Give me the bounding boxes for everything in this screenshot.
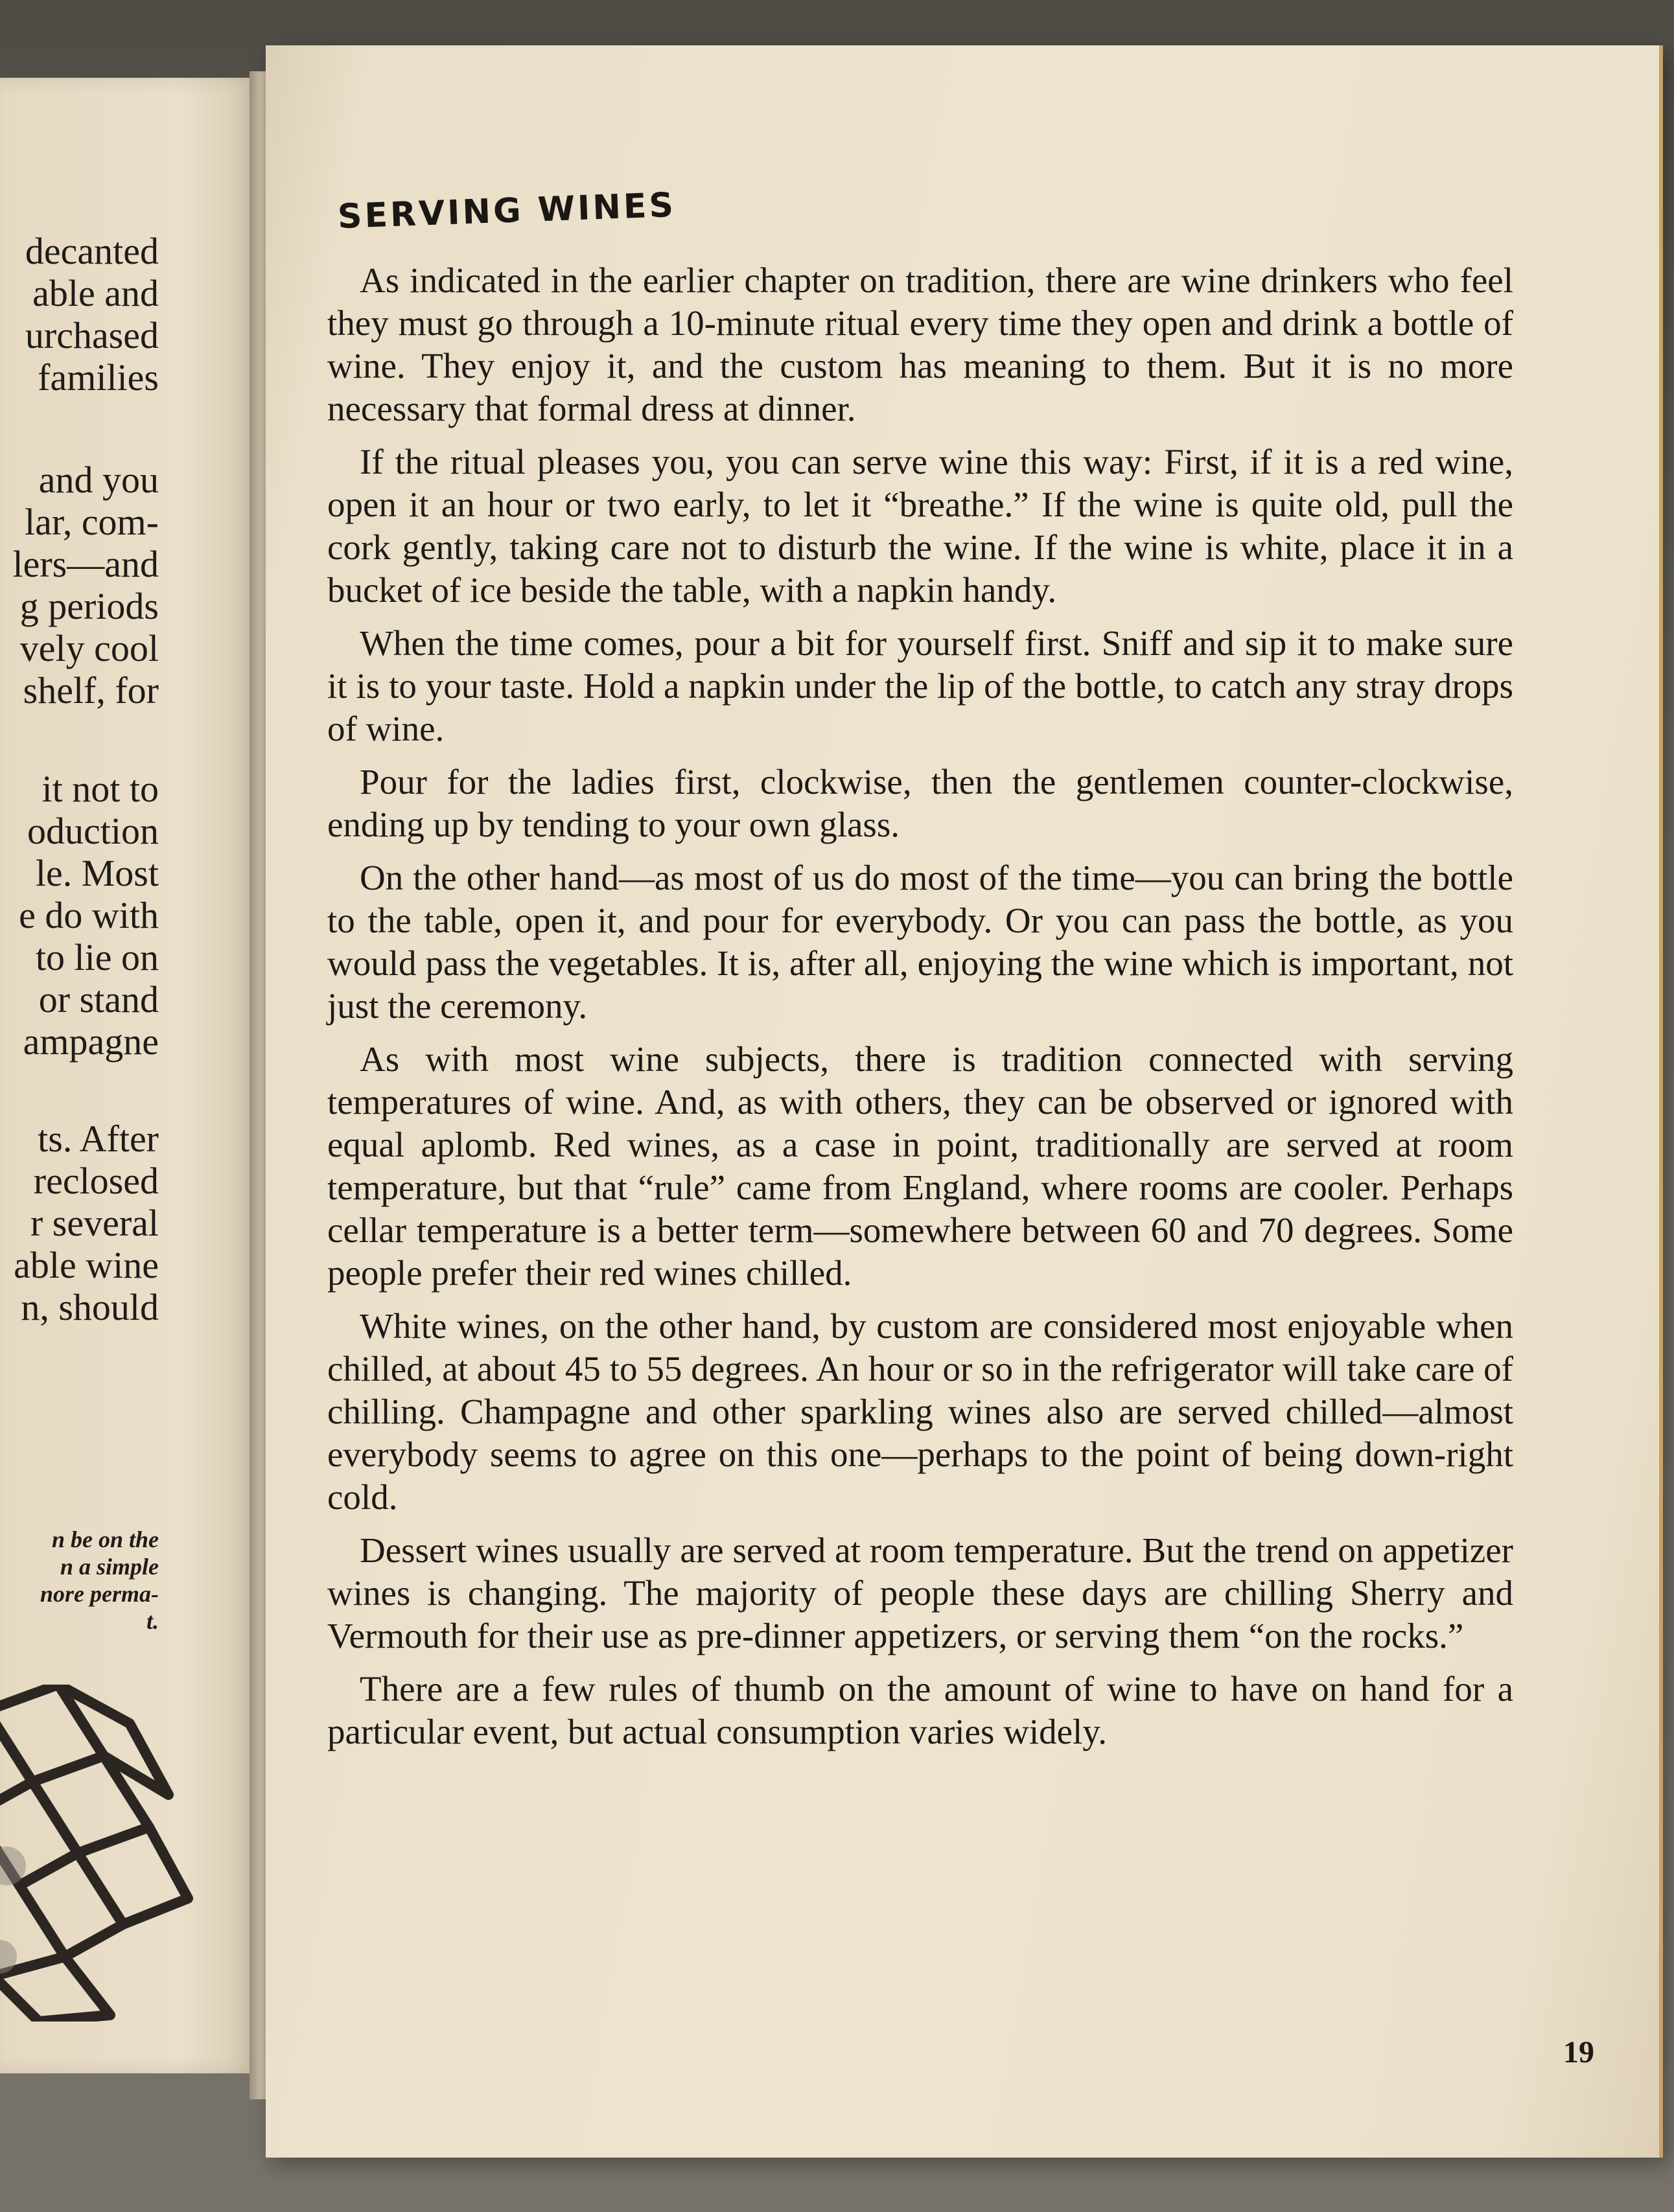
wine-rack-illustration [0, 1685, 194, 2022]
left-line: oduction [27, 810, 159, 852]
paragraph: As with most wine subjects, there is tradition connected with serving temperatures of wine. And, as with others, they can be observed or ignored with equal aplomb. Red wines, as a case in point, traditionally are served at room temperature, but that “rule” came from England, where rooms are cooler. Perhaps cellar temperature is a better term—somewhere between 60 and 70 degrees. Some people prefer their red wines chilled. [327, 1039, 1513, 1293]
paragraph: When the time comes, pour a bit for yourself first. Sniff and sip it to make sure it is to your taste. Hold a napkin under the lip of the bottle, to catch any stray drops of wine. [327, 623, 1513, 748]
caption-line: nore perma- [40, 1581, 159, 1607]
left-line: g periods [19, 585, 159, 627]
left-line: reclosed [33, 1160, 159, 1202]
caption-line: n be on the [51, 1527, 159, 1552]
left-page [0, 78, 256, 2073]
left-line: able wine [14, 1244, 159, 1286]
left-line: shelf, for [23, 669, 159, 711]
left-text-block-1 [25, 230, 159, 398]
left-line: lers—and [12, 543, 159, 585]
left-line: it not to [41, 768, 159, 810]
left-line: families [38, 356, 159, 398]
left-line: lar, com- [24, 501, 159, 543]
left-line: able and [32, 272, 159, 314]
page-number: 19 [1563, 2035, 1594, 2069]
left-line: n, should [21, 1286, 159, 1328]
left-line: ts. After [38, 1118, 159, 1160]
paragraph: If the ritual pleases you, you can serve wine this way: First, if it is a red wine, open it an hour or two early, to let it “breathe.” If the wine is quite old, pull the cork gently, taking care not to disturb the wine. If the wine is white, place it in a bucket of ice beside the table, with a napkin handy. [327, 442, 1513, 610]
illustration-caption [40, 1526, 159, 1635]
caption-line: t. [146, 1608, 159, 1634]
left-line: and you [38, 459, 159, 501]
paragraph: Dessert wines usually are served at room temperature. But the trend on appetizer wines is changing. The majority of people these days are chilling Sherry and Vermouth for their use as pre-dinner appetizers, or serving them “on the rocks.” [327, 1530, 1513, 1655]
left-line: r several [30, 1202, 159, 1244]
left-line: urchased [25, 314, 159, 356]
left-line: vely cool [19, 627, 159, 669]
section-heading: SERVING WINES [337, 185, 677, 236]
paragraph: White wines, on the other hand, by custom are considered most enjoyable when chilled, at about 45 to 55 degrees. An hour or so in the refrigerator will take care of chilling. Champagne and other sparkling wines also are served chilled—almost everybody seems to agree on this one—perhaps to the point of being down-right cold. [327, 1306, 1513, 1517]
left-line: ampagne [23, 1020, 159, 1063]
paragraph: On the other hand—as most of us do most of the time—you can bring the bottle to the table, open it, and pour for everybody. Or you can pass the bottle, as you would pass the vegetables. It is, after all, enjoying the wine which is important, not just the ceremony. [327, 858, 1513, 1026]
body-text [327, 259, 1513, 1753]
right-page [266, 45, 1663, 2158]
left-text-block-3 [19, 768, 159, 1063]
left-line: or stand [38, 978, 159, 1020]
left-line: to lie on [35, 936, 159, 978]
left-line: e do with [19, 894, 159, 936]
paragraph: As indicated in the earlier chapter on tradition, there are wine drinkers who feel they must go through a 10-minute ritual every time they open and drink a bottle of wine. They enjoy it, and the custom has meaning to them. But it is no more necessary that formal dress at dinner. [327, 260, 1513, 428]
caption-line: n a simple [60, 1554, 159, 1580]
left-line: le. Most [35, 852, 159, 894]
left-text-block-4 [14, 1118, 159, 1328]
left-line: decanted [25, 230, 159, 272]
left-text-block-2 [13, 459, 159, 711]
paragraph: Pour for the ladies first, clockwise, then the gentlemen counter-clockwise, ending up by tending to your own glass. [327, 762, 1513, 844]
paragraph: There are a few rules of thumb on the amount of wine to have on hand for a particular event, but actual consumption varies widely. [327, 1669, 1513, 1751]
